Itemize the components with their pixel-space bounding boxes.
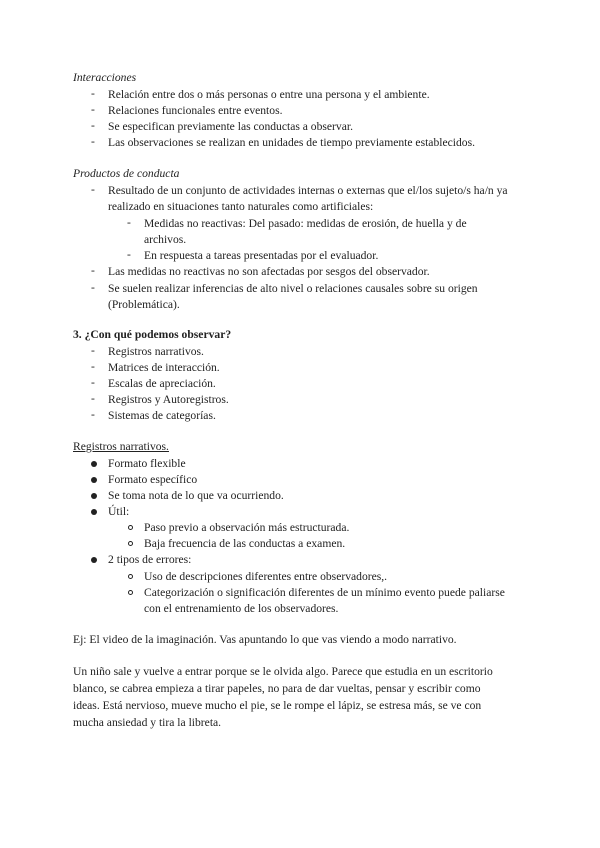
list-item: Se suelen realizar inferencias de alto nivel o relaciones causales sobre su origen bbox=[108, 282, 478, 295]
bullet-circle bbox=[128, 590, 133, 595]
sub-list-item: Paso previo a observación más estructurada. bbox=[144, 521, 350, 534]
bullet-circle bbox=[128, 541, 133, 546]
bullet-dot bbox=[91, 509, 97, 515]
dash-bullet: - bbox=[91, 344, 95, 357]
dash-bullet: - bbox=[91, 376, 95, 389]
bullet-dot bbox=[91, 477, 97, 483]
dash-bullet: - bbox=[91, 281, 95, 294]
list-item: Las observaciones se realizan en unidades de tiempo previamente establecidos. bbox=[108, 136, 475, 149]
list-item: Formato específico bbox=[108, 473, 198, 486]
list-item: Relaciones funcionales entre eventos. bbox=[108, 104, 283, 117]
list-item: 2 tipos de errores: bbox=[108, 553, 192, 566]
paragraph-line: Un niño sale y vuelve a entrar porque se le olvida algo. Parece que estudia en un escritorio bbox=[73, 665, 493, 678]
list-item: Escalas de apreciación. bbox=[108, 377, 216, 390]
list-item-continuation: realizado en situaciones tanto naturales como artificiales: bbox=[108, 200, 374, 213]
section-heading-registros: Registros narrativos. bbox=[73, 440, 169, 453]
dash-bullet: - bbox=[91, 183, 95, 196]
example-line: Ej: El video de la imaginación. Vas apuntando lo que vas viendo a modo narrativo. bbox=[73, 633, 457, 646]
bullet-dot bbox=[91, 461, 97, 467]
dash-bullet: - bbox=[127, 216, 131, 229]
list-item: Se toma nota de lo que va ocurriendo. bbox=[108, 489, 284, 502]
list-item: Sistemas de categorías. bbox=[108, 409, 216, 422]
list-item: Útil: bbox=[108, 505, 130, 518]
sub-list-item: Categorización o significación diferentes de un mínimo evento puede paliarse bbox=[144, 586, 505, 599]
list-item: Formato flexible bbox=[108, 457, 186, 470]
bullet-dot bbox=[91, 493, 97, 499]
list-item: Las medidas no reactivas no son afectadas por sesgos del observador. bbox=[108, 265, 430, 278]
section-heading-productos: Productos de conducta bbox=[73, 167, 180, 180]
list-item: Resultado de un conjunto de actividades internas o externas que el/los sujeto/s ha/n ya bbox=[108, 184, 508, 197]
sub-list-item: Medidas no reactivas: Del pasado: medidas de erosión, de huella y de bbox=[144, 217, 467, 230]
paragraph-line: blanco, se cabrea empieza a tirar papeles, no para de dar vueltas, pensar y escribir como bbox=[73, 682, 481, 695]
sub-list-item-continuation: archivos. bbox=[144, 233, 187, 246]
list-item: Registros y Autoregistros. bbox=[108, 393, 229, 406]
section-heading-3: 3. ¿Con qué podemos observar? bbox=[73, 328, 232, 341]
paragraph-line: ideas. Está nervioso, mueve mucho el pie, se le rompe el lápiz, se estresa más, se ve con bbox=[73, 699, 482, 712]
dash-bullet: - bbox=[91, 392, 95, 405]
bullet-dot bbox=[91, 557, 97, 563]
sub-list-item: Baja frecuencia de las conductas a examen. bbox=[144, 537, 346, 550]
dash-bullet: - bbox=[91, 135, 95, 148]
list-item: Relación entre dos o más personas o entre una persona y el ambiente. bbox=[108, 88, 430, 101]
sub-list-item: Uso de descripciones diferentes entre observadores,. bbox=[144, 570, 388, 583]
bullet-circle bbox=[128, 525, 133, 530]
dash-bullet: - bbox=[91, 408, 95, 421]
paragraph-line: mucha ansiedad y tira la libreta. bbox=[73, 716, 222, 729]
dash-bullet: - bbox=[91, 103, 95, 116]
dash-bullet: - bbox=[91, 360, 95, 373]
section-heading-interacciones: Interacciones bbox=[73, 71, 137, 84]
bullet-circle bbox=[128, 574, 133, 579]
dash-bullet: - bbox=[91, 264, 95, 277]
dash-bullet: - bbox=[91, 119, 95, 132]
list-item: Registros narrativos. bbox=[108, 345, 204, 358]
dash-bullet: - bbox=[127, 248, 131, 261]
dash-bullet: - bbox=[91, 87, 95, 100]
sub-list-item-continuation: con el entrenamiento de los observadores. bbox=[144, 602, 339, 615]
list-item: Se especifican previamente las conductas a observar. bbox=[108, 120, 353, 133]
list-item: Matrices de interacción. bbox=[108, 361, 220, 374]
list-item-continuation: (Problemática). bbox=[108, 298, 180, 311]
sub-list-item: En respuesta a tareas presentadas por el evaluador. bbox=[144, 249, 379, 262]
